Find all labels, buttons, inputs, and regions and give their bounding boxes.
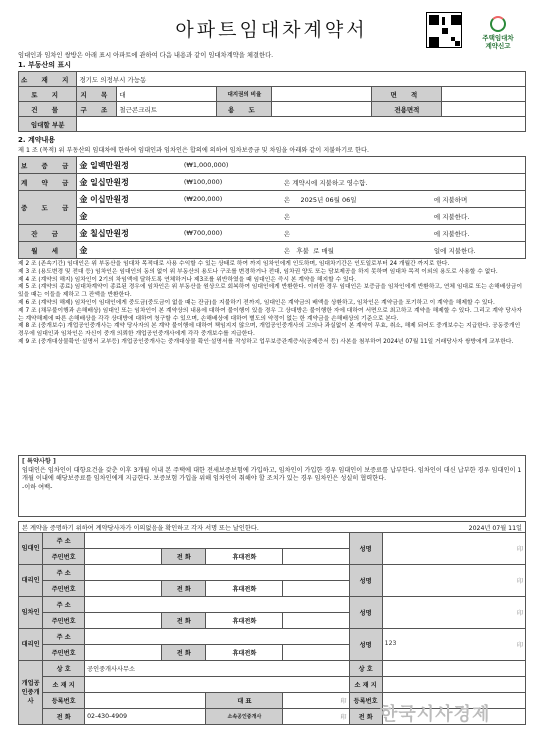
balance-number: (₩700,000) xyxy=(182,225,282,242)
middle-number: (₩200,000) xyxy=(182,191,282,208)
label: 소 재 지 xyxy=(43,677,85,693)
payment-table xyxy=(18,156,526,259)
label: 주민번호 xyxy=(43,645,85,661)
signature-table xyxy=(18,532,526,725)
deposit-number: (₩1,000,000) xyxy=(182,157,526,174)
phone-value: 02-430-4909 xyxy=(85,709,206,725)
label: 성명 xyxy=(349,565,382,597)
confirm-date: 2024년 07월 11일 xyxy=(468,525,522,532)
label: 토 지 xyxy=(19,87,77,102)
value xyxy=(272,87,372,102)
special-terms-box xyxy=(18,455,526,517)
lessee-label: 임차인 xyxy=(19,597,43,629)
middle-value: 金 이십만원정 xyxy=(77,191,182,208)
address-field[interactable] xyxy=(85,597,349,613)
mobile-field[interactable] xyxy=(283,613,349,629)
label: 주 소 xyxy=(43,629,85,645)
balance-eun: 은 xyxy=(282,225,432,242)
broker-label: 개업공인중개사 xyxy=(19,661,43,725)
house-logo-icon xyxy=(490,16,506,32)
watermark: 한국시사경제 xyxy=(380,704,491,725)
balance-note: 에 지불한다. xyxy=(432,225,526,242)
name-value: 123 xyxy=(384,640,397,647)
label: 전 화 xyxy=(162,613,206,629)
label: 면 적 xyxy=(372,87,442,102)
clauses xyxy=(18,261,526,451)
clause: 제 7 조 (채무불이행과 손해배상) 임대인 또는 임차인이 본 계약상의 내용에 대하여 불이행이 있을 경우 그 상대방은 불이행한 자에 대하여 서면으로 최고하고 계약을 해제할 수 있다. 그리고 계약 당사자는 계약해제에 따른 손해배상을 각각 상대방에 대하여 청구할 수 있으며, 손해배상에 대하여 별도의 약정이 없는 한 계약금을 손해배상의 기준으로 본다. xyxy=(18,307,523,322)
seal: 印 xyxy=(516,642,523,649)
clause: 제 9 조 (중개대상물확인·설명서 교부등) 개업공인중개사는 중개대상물 확인·설명서를 작성하고 업무보증관계증서(공제증서 등) 사본을 첨부하여 2024년 07월 11일 거래당사자 쌍방에게 교부한다. xyxy=(18,338,514,345)
rent-value: 金 xyxy=(77,242,182,259)
confirm-row xyxy=(18,521,526,532)
lessee-agent-label: 대리인 xyxy=(19,629,43,661)
logo-text: 계약신고 xyxy=(485,42,511,50)
rent-note: 일에 지불한다. xyxy=(432,242,526,259)
middle-date xyxy=(282,191,432,208)
logo-text: 주택임대차 xyxy=(482,34,514,42)
label: 건 물 xyxy=(19,102,77,117)
label: 주민번호 xyxy=(43,613,85,629)
rent-terms xyxy=(282,242,432,259)
label: 지 목 xyxy=(77,87,117,102)
label: 상 호 xyxy=(349,661,382,677)
label: 성명 xyxy=(349,629,382,661)
value xyxy=(272,102,372,117)
text: 로 매월 xyxy=(313,246,334,255)
label: 계 약 금 xyxy=(19,174,77,191)
label: 보 증 금 xyxy=(19,157,77,174)
address-value: 경기도 의정부시 가능동 xyxy=(77,72,526,87)
label: 구 조 xyxy=(77,102,117,117)
intro-text: 임대인과 임차인 쌍방은 아래 표시 아파트에 관하여 다음 내용과 같이 임대차계약을 체결한다. xyxy=(18,52,274,59)
reg-field[interactable] xyxy=(85,693,206,709)
label: 임대할 부분 xyxy=(19,117,77,132)
contract-title: 아파트임대차계약서 xyxy=(175,19,368,41)
text: 은 xyxy=(283,195,291,204)
seal[interactable]: 印 xyxy=(283,693,349,709)
label: 대지권의 비율 xyxy=(217,87,272,102)
contract-value: 金 일십만원정 xyxy=(77,174,182,191)
label: 전용면적 xyxy=(372,102,442,117)
seal[interactable]: 印 xyxy=(382,597,525,629)
company-value: 공인중개사사무소 xyxy=(85,661,349,677)
special-body: 임대인은 임차인이 대항요건을 갖춘 이후 3개월 이내 본 주택에 대한 전세보증보험에 가입하고, 임차인이 가입한 경우 임대인이 보증료를 납부한다. 임차인이 대신 납부한 경우 임대인이 1개월 이내에 해당보증료를 임차인에게 지급한다. 보증보험 가입을 위해 임차인이 취해야 할 조치가 있는 경우 임차인은 성실히 협력한다. xyxy=(22,466,522,482)
label: 성명 xyxy=(349,533,382,565)
middle2-note: 에 지불한다. xyxy=(432,208,526,225)
label: 월 세 xyxy=(19,242,77,259)
seal[interactable]: 印 xyxy=(382,565,525,597)
value xyxy=(442,102,526,117)
label: 용 도 xyxy=(217,102,272,117)
label: 휴대전화 xyxy=(206,581,283,597)
jimok-value: 대 xyxy=(117,87,217,102)
structure-value: 철근콘크리트 xyxy=(117,102,217,117)
label: 주 소 xyxy=(43,533,85,549)
label: 주 소 xyxy=(43,565,85,581)
label: 휴대전화 xyxy=(206,645,283,661)
special-end: -이하 여백- xyxy=(22,483,53,491)
label: 등록번호 xyxy=(349,693,382,709)
mobile-field[interactable] xyxy=(283,549,349,565)
rrn-field[interactable] xyxy=(85,549,162,565)
empty xyxy=(182,242,282,259)
property-table xyxy=(18,71,526,132)
confirm-text: 본 계약을 증명하기 위하여 계약당사자가 이의없음을 확인하고 각자 서명 또는 날인한다. xyxy=(22,525,259,532)
label: 주민번호 xyxy=(43,549,85,565)
value xyxy=(77,117,526,132)
qr-code-icon xyxy=(426,12,462,48)
label: 중 도 금 xyxy=(19,191,77,225)
label: 소 재 지 xyxy=(19,72,77,87)
middle2-value: 金 xyxy=(77,208,182,225)
lessor-agent-label: 대리인 xyxy=(19,565,43,597)
label: 성명 xyxy=(349,597,382,629)
seal[interactable]: 印 xyxy=(283,709,349,725)
company-field[interactable] xyxy=(382,661,525,677)
lessor-label: 임대인 xyxy=(19,533,43,565)
clause-1: 제 1 조 (목적) 위 부동산의 임대차에 한하여 임대인과 임차인은 합의에 의하여 임차보증금 및 차임을 아래와 같이 지불하기로 한다. xyxy=(18,147,369,154)
address-field[interactable] xyxy=(85,565,349,581)
label: 휴대전화 xyxy=(206,549,283,565)
label: 상 호 xyxy=(43,661,85,677)
name-field[interactable] xyxy=(382,629,525,661)
seal[interactable]: 印 xyxy=(382,533,525,565)
mobile-field[interactable] xyxy=(283,581,349,597)
label: 전 화 xyxy=(43,709,85,725)
rrn-field[interactable] xyxy=(85,581,162,597)
label: 소 재 지 xyxy=(349,677,382,693)
clause: 제 3 조 (용도변경 및 전대 등) 임차인은 임대인의 동의 없이 위 부동산의 용도나 구조를 변경하거나 전대, 임차권 양도 또는 담보제공을 하지 못하며 임대차 목적 이외의 용도로 사용할 수 없다. xyxy=(18,268,498,275)
section-heading: 2. 계약내용 xyxy=(18,136,56,144)
label: 전 화 xyxy=(162,645,206,661)
label: 주 소 xyxy=(43,597,85,613)
middle2-eun: 은 xyxy=(282,208,432,225)
balance-value: 金 칠십만원정 xyxy=(77,225,182,242)
label: 대 표 xyxy=(206,693,283,709)
address-field[interactable] xyxy=(382,677,525,693)
label: 휴대전화 xyxy=(206,613,283,629)
label: 소속공인중개사 xyxy=(206,709,283,725)
empty xyxy=(182,208,282,225)
clause: 제 5 조 (계약의 종료) 임대차계약이 종료된 경우에 임차인은 위 부동산을 원상으로 회복하여 임대인에게 반환한다. 이러한 경우 임대인은 보증금을 임차인에게 반환하고, 연체 임대료 또는 손해배상금이 있을 때는 이들을 제하고 그 잔액을 반환한다. xyxy=(18,284,523,299)
value xyxy=(442,87,526,102)
contract-note: 은 계약시에 지불하고 영수함. xyxy=(282,174,526,191)
section-heading: 1. 부동산의 표시 xyxy=(18,61,71,69)
mobile-field[interactable] xyxy=(283,645,349,661)
rrn-field[interactable] xyxy=(85,645,162,661)
text: 후불 xyxy=(296,246,309,255)
lease-report-logo xyxy=(478,16,518,50)
contract-number: (₩100,000) xyxy=(182,174,282,191)
address-field[interactable] xyxy=(85,533,349,549)
address-field[interactable] xyxy=(85,677,349,693)
middle-note: 에 지불하며 xyxy=(432,191,526,208)
label: 등록번호 xyxy=(43,693,85,709)
rrn-field[interactable] xyxy=(85,613,162,629)
label: 주민번호 xyxy=(43,581,85,597)
deposit-value: 金 일백만원정 xyxy=(77,157,182,174)
label: 전 화 xyxy=(349,709,382,725)
clause: 제 2 조 (존속기간) 임대인은 위 부동산을 임대차 목적대로 사용 수익할 수 있는 상태로 하여 까지 임차인에게 인도하며, 임대차기간은 인도일로부터 24 개월간 까지로 한다. xyxy=(18,261,450,267)
label: 잔 금 xyxy=(19,225,77,242)
text: 은 xyxy=(283,246,291,255)
special-heading: [ 특약사항 ] xyxy=(22,458,56,465)
middle-date-text: 2025년 06월 06일 xyxy=(300,195,357,204)
address-field[interactable] xyxy=(85,629,349,645)
clause: 제 4 조 (계약의 해지) 임차인이 2기의 차임액에 달하도록 연체하거나 제3조를 위반하였을 때 임대인은 즉시 본 계약을 해지할 수 있다. xyxy=(18,276,357,283)
label: 전 화 xyxy=(162,549,206,565)
label: 전 화 xyxy=(162,581,206,597)
clause: 제 6 조 (계약의 해제) 임차인이 임대인에게 중도금(중도금이 없을 때는 잔금)을 지불하기 전까지, 임대인은 계약금의 배액을 상환하고, 임차인은 계약금을 포기하고 이 계약을 해제할 수 있다. xyxy=(18,299,495,306)
clause: 제 8 조 (중개보수) 개업공인중개사는 계약 당사자의 본 계약 불이행에 대하여 책임지지 않으며, 개업공인중개사의 고의나 과실없이 본 계약이 무효, 취소, 해제 되어도 중개보수는 지급한다. 공동중개인 경우에 임대인과 임차인은 자신이 중개 의뢰한 개업공인중개사에게 각각 중개보수를 지급한다. xyxy=(18,323,521,338)
